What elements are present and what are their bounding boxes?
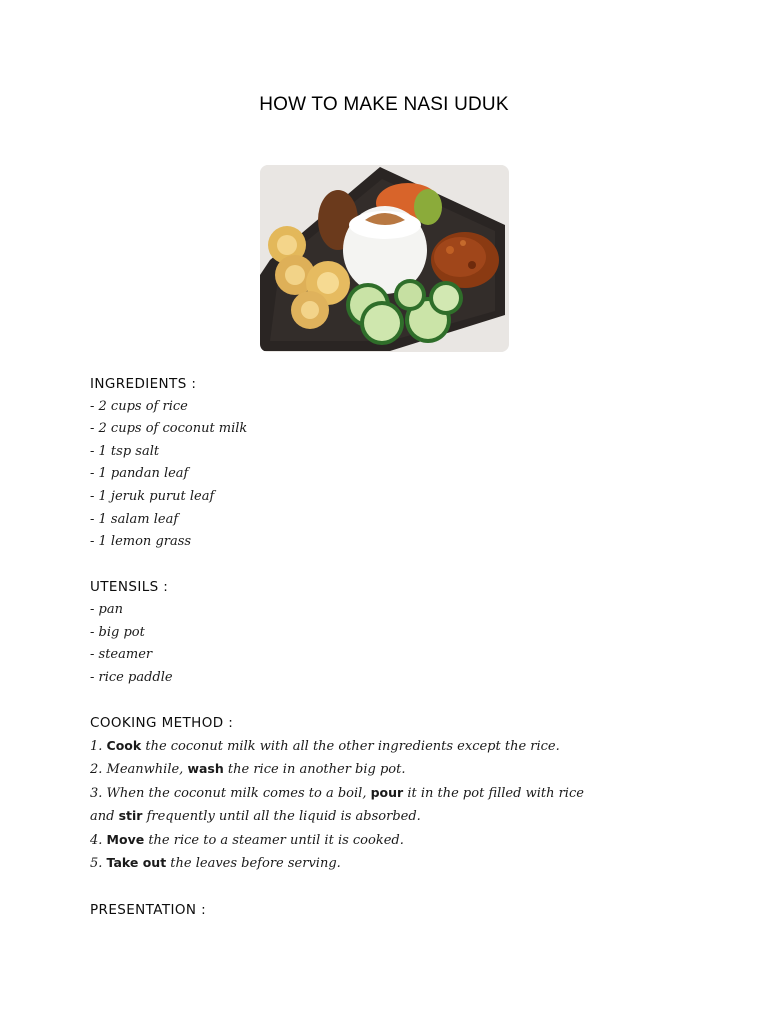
list-item: - 1 lemon grass — [90, 534, 192, 550]
step-line — [90, 782, 710, 806]
list-item: - rice paddle — [90, 669, 173, 685]
list-item: - steamer — [90, 647, 153, 663]
list-item: - 1 tsp salt — [90, 443, 160, 459]
step-prefix: 1. — [90, 738, 107, 754]
step-prefix: 3. When the coconut milk comes to a boil, — [90, 785, 371, 801]
step-prefix: 4. — [90, 832, 107, 848]
utensils-heading: UTENSILS : — [90, 579, 169, 596]
list-item: - pan — [90, 601, 123, 617]
step-text: frequently until all the liquid is absorbed. — [142, 809, 421, 825]
dish-illustration — [260, 165, 509, 352]
step-keyword: pour — [370, 784, 404, 800]
step-text: the rice in another big pot. — [223, 762, 406, 778]
step-line — [90, 805, 710, 829]
cooking-steps — [90, 735, 710, 877]
step-line — [90, 758, 710, 782]
step-keyword: wash — [187, 761, 224, 777]
utensils-list — [90, 599, 710, 689]
presentation-heading: PRESENTATION : — [90, 901, 207, 918]
ingredients-heading: INGREDIENTS : — [90, 376, 197, 392]
step-prefix: and — [90, 809, 119, 825]
list-item: - 2 cups of coconut milk — [90, 421, 248, 437]
step-text: it in the pot filled with rice — [403, 785, 584, 801]
step-line — [90, 852, 710, 876]
step-prefix: 2. Meanwhile, — [90, 762, 188, 778]
ingredients-list — [90, 396, 710, 554]
dish-photo — [260, 165, 509, 352]
recipe-body — [90, 373, 710, 921]
cooking-method-heading: COOKING METHOD : — [90, 714, 234, 731]
step-line — [90, 829, 710, 853]
step-keyword: Move — [106, 831, 145, 847]
step-line — [90, 735, 710, 759]
list-item: - 1 jeruk purut leaf — [90, 488, 215, 504]
list-item: - 2 cups of rice — [90, 398, 188, 414]
step-prefix: 5. — [90, 856, 107, 872]
step-text: the leaves before serving. — [166, 856, 341, 872]
list-item: - big pot — [90, 624, 145, 640]
step-keyword: stir — [118, 808, 143, 824]
list-item: - 1 salam leaf — [90, 511, 179, 527]
step-text: the coconut milk with all the other ingredients except the rice. — [141, 738, 560, 754]
step-keyword: Take out — [106, 855, 167, 871]
list-item: - 1 pandan leaf — [90, 466, 189, 482]
step-keyword: Cook — [106, 737, 142, 753]
page-title: HOW TO MAKE NASI UDUK — [259, 94, 509, 115]
step-text: the rice to a steamer until it is cooked. — [144, 832, 404, 848]
